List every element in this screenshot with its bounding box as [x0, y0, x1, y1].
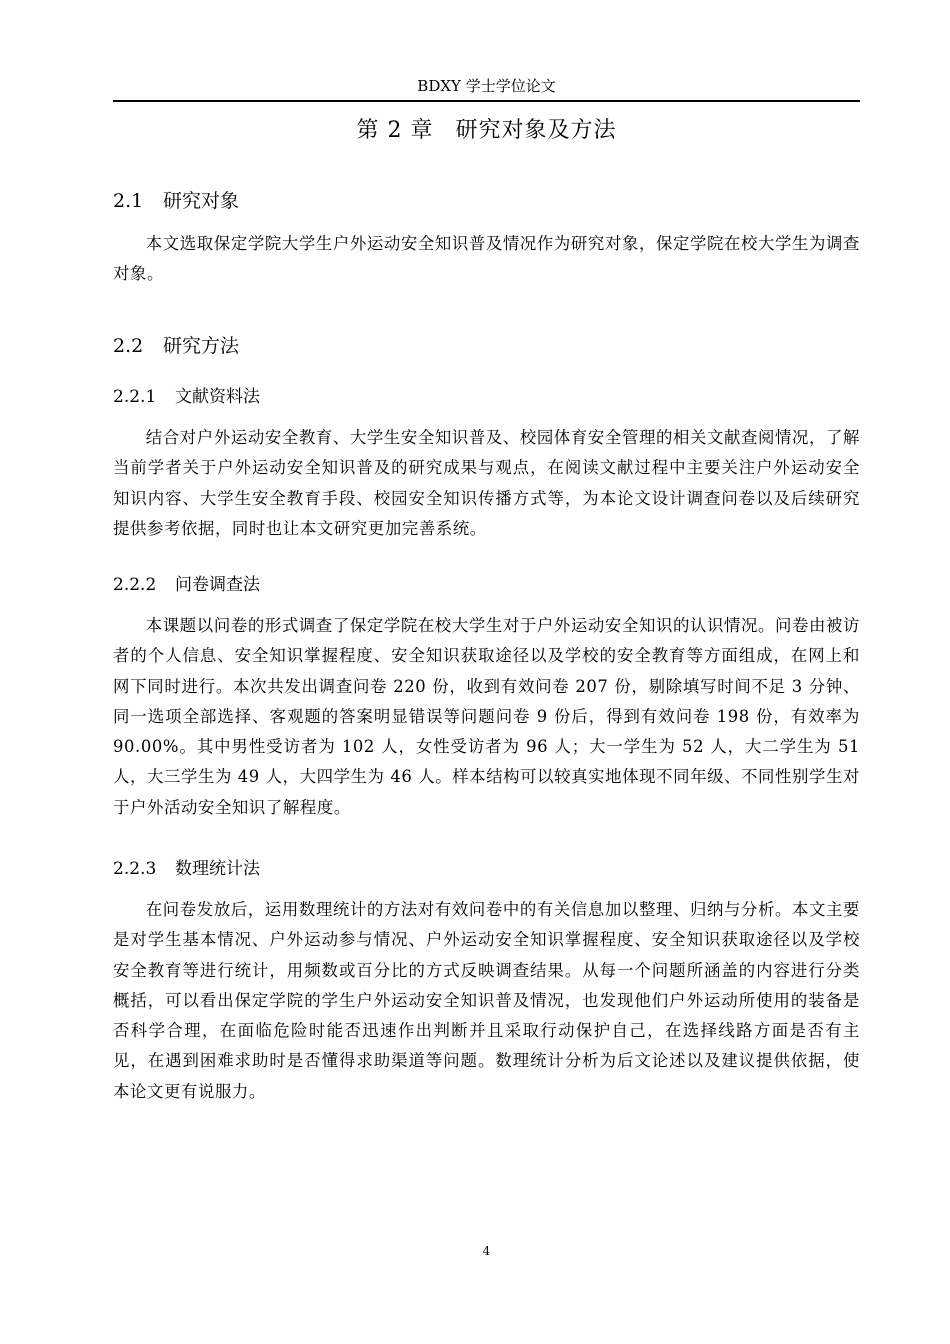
chapter-name: 研究对象及方法 — [455, 118, 617, 143]
chapter-number: 第 2 章 — [356, 118, 434, 143]
subsection-number: 2.2.2 — [113, 575, 157, 595]
subsection-2-2-1-paragraph: 结合对户外运动安全教育、大学生安全知识普及、校园体育安全管理的相关文献查阅情况，了解当前学者关于户外运动安全知识普及的研究成果与观点，在阅读文献过程中主要关注户外运动安全知识内容、大学生安全教育手段、校园安全知识传播方式等，为本论文设计调查问卷以及后续研究提供参考依据，同时也让本文研究更加完善系统。 — [113, 428, 860, 538]
page-number: 4 — [482, 1244, 491, 1258]
chapter-title — [113, 116, 860, 146]
section-heading-2-2 — [113, 333, 239, 359]
subsection-title: 文献资料法 — [175, 387, 260, 407]
section-number: 2.2 — [113, 335, 144, 357]
subsection-number: 2.2.3 — [113, 859, 157, 879]
section-title: 研究对象 — [163, 190, 240, 212]
header-rule — [113, 100, 860, 102]
section-title: 研究方法 — [163, 335, 240, 357]
subsection-title: 问卷调查法 — [175, 575, 260, 595]
section-2-1-paragraph: 本文选取保定学院大学生户外运动安全知识普及情况作为研究对象，保定学院在校大学生为调查对象。 — [113, 234, 860, 284]
subsection-title: 数理统计法 — [175, 859, 260, 879]
subsection-2-2-3-paragraph: 在问卷发放后，运用数理统计的方法对有效问卷中的有关信息加以整理、归纳与分析。本文主要是对学生基本情况、户外运动参与情况、户外运动安全知识掌握程度、安全知识获取途径以及学校安全教育等进行统计，用频数或百分比的方式反映调查结果。从每一个问题所涵盖的内容进行分类概括，可以看出保定学院的学生户外运动安全知识普及情况，也发现他们户外运动所使用的装备是否科学合理，在面临危险时能否迅速作出判断并且采取行动保护自己，在选择线路方面是否有主见，在遇到困难求助时是否懂得求助渠道等问题。数理统计分析为后文论述以及建议提供依据，使本论文更有说服力。 — [113, 900, 860, 1101]
section-heading-2-1 — [113, 188, 239, 214]
running-header: BDXY 学士学位论文 — [417, 77, 556, 95]
subsection-heading-2-2-3 — [113, 857, 260, 881]
subsection-2-2-2-paragraph: 本课题以问卷的形式调查了保定学院在校大学生对于户外运动安全知识的认识情况。问卷由被访者的个人信息、安全知识掌握程度、安全知识获取途径以及学校的安全教育等方面组成，在网上和网下同时进行。本次共发出调查问卷 220 份，收到有效问卷 207 份，剔除填写时间不足 3 分钟、同一选项全部选择、客观题的答案明显错误等问题问卷 9 份后，得到有效问卷 198 份，有效率为 90.00%。其中男性受访者为 102 人，女性受访者为 96 人；大一学生为 52 人，大二学生为 51 人，大三学生为 49 人，大四学生为 46 人。样本结构可以较真实地体现不同年级、不同性别学生对于户外活动安全知识了解程度。 — [113, 616, 860, 817]
subsection-heading-2-2-2 — [113, 573, 260, 597]
subsection-number: 2.2.1 — [113, 387, 157, 407]
subsection-heading-2-2-1 — [113, 385, 260, 409]
section-number: 2.1 — [113, 190, 144, 212]
